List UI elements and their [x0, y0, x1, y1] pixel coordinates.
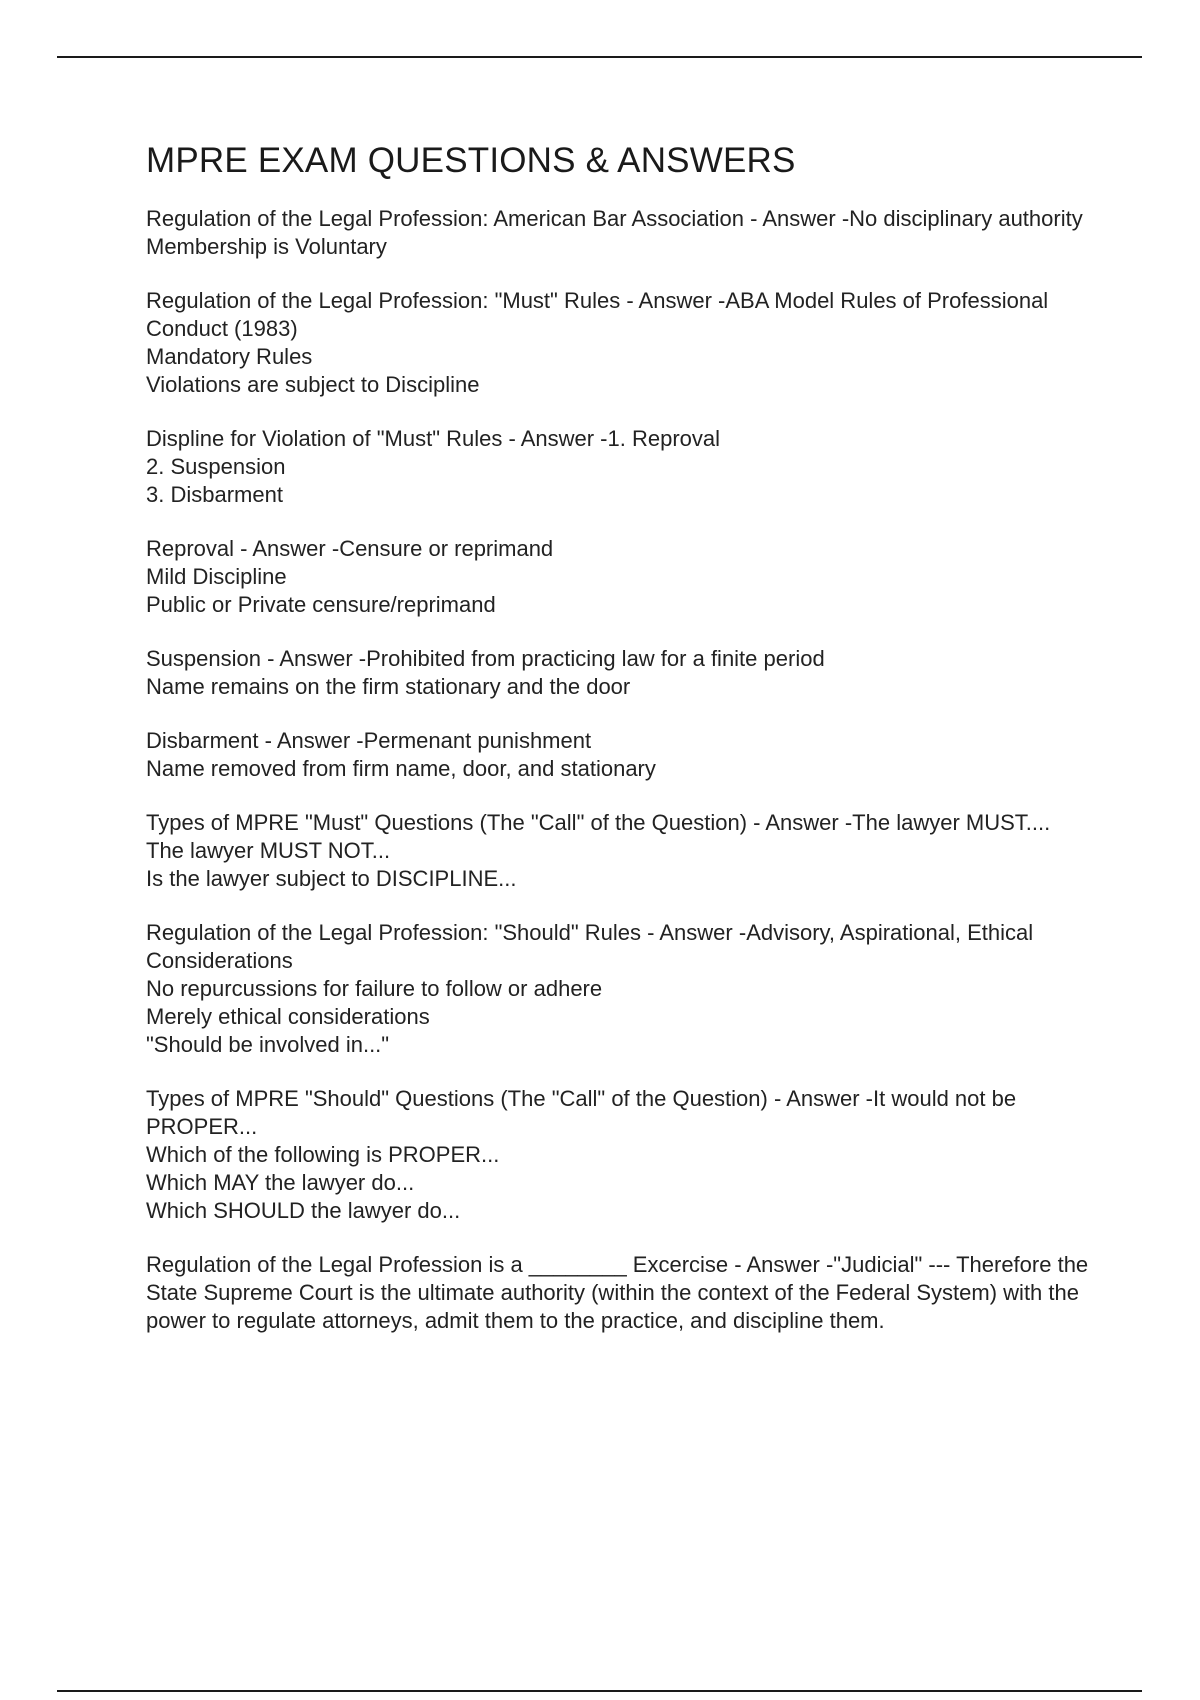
qa-item	[146, 205, 1096, 261]
bottom-rule	[57, 1690, 1142, 1692]
qa-extra-line: Membership is Voluntary	[146, 234, 387, 259]
qa-answer: Advisory, Aspirational, Ethical Considerations	[146, 920, 1034, 973]
qa-question-answer: Regulation of the Legal Profession is a ________ Excercise - Answer -"Judicial" --- Therefore the State Supreme Court is the ultimate authority (within the context of the Federal System) with the power to regulate attorneys, admit them to the practice, and discipline them.	[146, 1252, 1089, 1333]
qa-list	[146, 205, 1096, 1335]
qa-item	[146, 645, 1096, 701]
qa-item	[146, 535, 1096, 619]
qa-question: Regulation of the Legal Profession is a ________ Excercise	[146, 1252, 729, 1277]
document-body	[146, 140, 1096, 1361]
qa-answer: The lawyer MUST....	[852, 810, 1051, 835]
qa-answer: Permenant punishment	[363, 728, 592, 753]
qa-question: Suspension	[146, 646, 261, 671]
qa-item	[146, 919, 1096, 1059]
qa-extra-line: The lawyer MUST NOT...	[146, 838, 391, 863]
top-rule	[57, 56, 1142, 58]
qa-question: Regulation of the Legal Profession: American Bar Association	[146, 206, 745, 231]
qa-question-answer: Types of MPRE "Must" Questions (The "Call" of the Question) - Answer -The lawyer MUST....	[146, 810, 1051, 835]
qa-item	[146, 1085, 1096, 1225]
qa-question-answer: Disbarment - Answer -Permenant punishment	[146, 728, 592, 753]
qa-item	[146, 1251, 1096, 1335]
qa-extra-line: Violations are subject to Discipline	[146, 372, 480, 397]
qa-extra-line: 2. Suspension	[146, 454, 286, 479]
qa-extra-line: Which SHOULD the lawyer do...	[146, 1198, 461, 1223]
qa-question-answer: Displine for Violation of "Must" Rules - Answer -1. Reproval	[146, 426, 721, 451]
qa-item	[146, 727, 1096, 783]
qa-extra-line: Which of the following is PROPER...	[146, 1142, 500, 1167]
qa-question-answer: Regulation of the Legal Profession: "Should" Rules - Answer -Advisory, Aspirational, Ethical Considerations	[146, 920, 1034, 973]
qa-question: Displine for Violation of "Must" Rules	[146, 426, 503, 451]
qa-extra-line: Name removed from firm name, door, and stationary	[146, 756, 656, 781]
qa-extra-line: "Should be involved in..."	[146, 1032, 390, 1057]
qa-item	[146, 425, 1096, 509]
qa-answer: Censure or reprimand	[339, 536, 554, 561]
qa-extra-line: 3. Disbarment	[146, 482, 283, 507]
qa-extra-line: Mild Discipline	[146, 564, 287, 589]
qa-answer: "Judicial" --- Therefore the State Supreme Court is the ultimate authority (within the context of the Federal System) with the power to regulate attorneys, admit them to the practice, and discipline them.	[146, 1252, 1089, 1333]
qa-extra-line: Public or Private censure/reprimand	[146, 592, 496, 617]
qa-extra-line: Merely ethical considerations	[146, 1004, 430, 1029]
qa-question: Regulation of the Legal Profession: "Should" Rules	[146, 920, 642, 945]
qa-extra-line: Name remains on the firm stationary and the door	[146, 674, 631, 699]
qa-answer: ABA Model Rules of Professional Conduct (1983)	[146, 288, 1049, 341]
qa-question: Regulation of the Legal Profession: "Must" Rules	[146, 288, 621, 313]
qa-answer: It would not be PROPER...	[146, 1086, 1017, 1139]
qa-extra-line: Which MAY the lawyer do...	[146, 1170, 415, 1195]
qa-answer: 1. Reproval	[607, 426, 721, 451]
qa-question-answer: Reproval - Answer -Censure or reprimand	[146, 536, 554, 561]
qa-question-answer: Suspension - Answer -Prohibited from practicing law for a finite period	[146, 646, 825, 671]
qa-extra-line: Is the lawyer subject to DISCIPLINE...	[146, 866, 517, 891]
qa-extra-line: No repurcussions for failure to follow or adhere	[146, 976, 603, 1001]
qa-question: Reproval	[146, 536, 235, 561]
qa-question-answer: Types of MPRE "Should" Questions (The "Call" of the Question) - Answer -It would not be PROPER...	[146, 1086, 1017, 1139]
qa-answer: No disciplinary authority	[849, 206, 1083, 231]
qa-extra-line: Mandatory Rules	[146, 344, 313, 369]
qa-item	[146, 287, 1096, 399]
qa-question-answer: Regulation of the Legal Profession: American Bar Association - Answer -No disciplinary authority	[146, 206, 1083, 231]
qa-question-answer: Regulation of the Legal Profession: "Must" Rules - Answer -ABA Model Rules of Professional Conduct (1983)	[146, 288, 1049, 341]
qa-question: Types of MPRE "Must" Questions (The "Call" of the Question)	[146, 810, 748, 835]
document-title: MPRE EXAM QUESTIONS & ANSWERS	[146, 141, 796, 180]
qa-question: Disbarment	[146, 728, 259, 753]
qa-answer: Prohibited from practicing law for a finite period	[366, 646, 825, 671]
qa-question: Types of MPRE "Should" Questions (The "Call" of the Question)	[146, 1086, 768, 1111]
qa-item	[146, 809, 1096, 893]
